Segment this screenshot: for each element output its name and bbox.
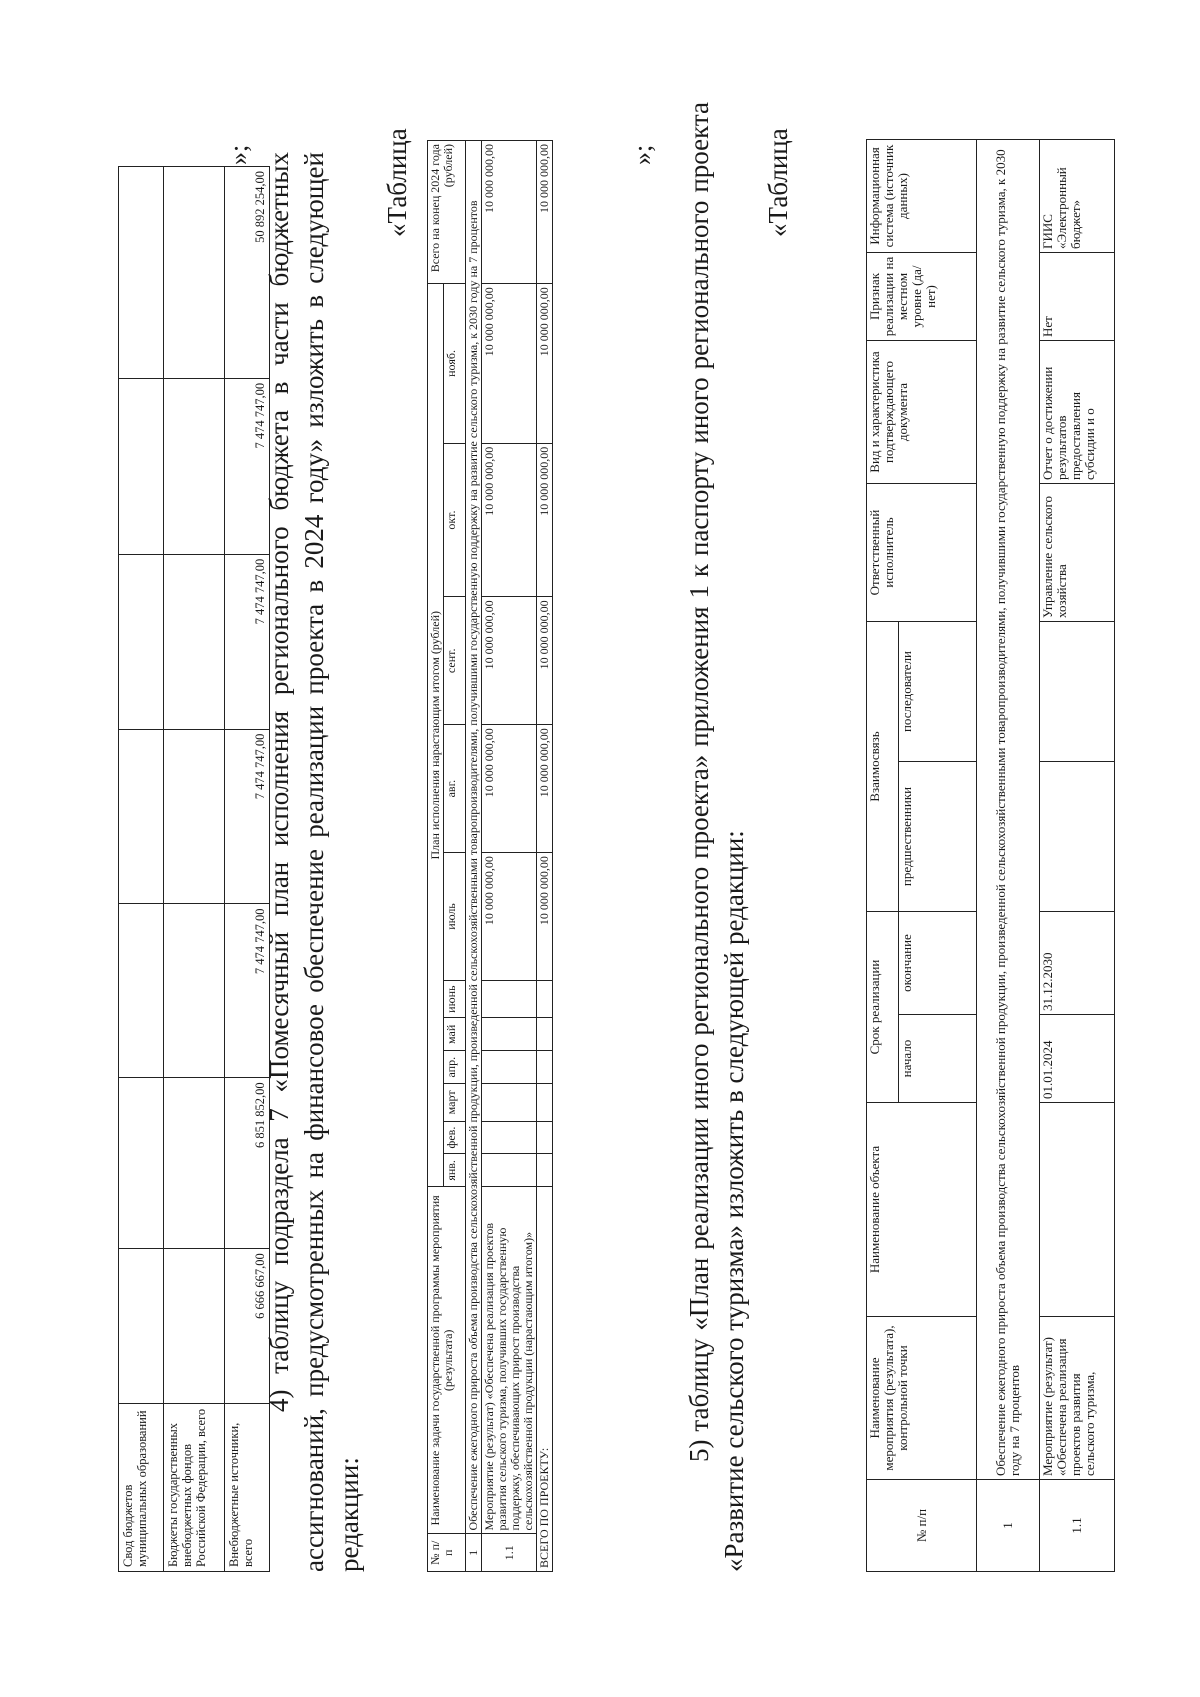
month-header: апр.: [444, 1051, 466, 1084]
row-text: Мероприятие (результат) «Обеспечена реализация проектов развития сельского туризма, получивших государственную поддержку, обеспечивающих прирост производства сельскохозяйственной продукции (нарастающим итогом)»: [482, 1187, 537, 1534]
table-cell: [119, 167, 164, 379]
paragraph-4: [262, 152, 367, 1572]
table-title: «Таблица: [763, 128, 793, 237]
month-header: фев.: [444, 1121, 466, 1154]
table-cell: 7 474 747,00: [225, 729, 270, 904]
table-cell: 10 000 000,00: [482, 725, 537, 853]
table-cell: [164, 554, 225, 729]
table-row: [119, 167, 164, 1572]
table-cell: 10 000 000,00: [537, 597, 553, 725]
row-pred: [1040, 762, 1115, 912]
table-cell: 50 892 254,00: [225, 167, 270, 379]
month-header: окт.: [444, 443, 466, 597]
header-local: Признак реализации на местном уровне (да/нет): [867, 253, 977, 341]
row-local: Нет: [1040, 253, 1115, 341]
table-cell: [164, 729, 225, 904]
close-mark: »;: [224, 144, 253, 165]
table-cell: 10 000 000,00: [482, 597, 537, 725]
header-info: Информационная система (источник данных): [867, 140, 977, 253]
table-cell: [537, 1121, 553, 1154]
task-text: Обеспечение ежегодного прироста объема производства сельскохозяйственной продукции, произведенной сельскохозяйственными товаропроизводителями, получившими государственную поддержку на развитие сельского туризма, к 2030 году на 7 процентов: [466, 141, 482, 1534]
table-cell: [164, 1078, 225, 1249]
row-info: ГИИС «Электронный бюджет»: [1040, 140, 1115, 253]
header-plan: План исполнения нарастающим итогом (рублей): [428, 284, 444, 1187]
table-cell: [537, 1051, 553, 1084]
paragraph-5: 5) таблицу «План реализации иного регионального проекта» приложения 1 к паспорту иного регионального проекта «Развитие сельского туризма» изложить в следующей редакции:: [684, 102, 749, 1572]
header-total: Всего на конец 2024 года (рублей): [428, 141, 466, 284]
row-start: 01.01.2024: [1040, 1015, 1115, 1103]
header-term: Срок реализации: [867, 912, 899, 1103]
table-cell: 7 474 747,00: [225, 378, 270, 554]
table-title: «Таблица: [382, 128, 412, 237]
month-header: сент.: [444, 597, 466, 725]
header-num: № п/п: [428, 1534, 466, 1572]
table-cell: [482, 1154, 537, 1187]
task-row: [466, 141, 482, 1572]
row-num: 1.1: [482, 1534, 537, 1572]
header-pred: предшественники: [899, 762, 977, 912]
header-end: окончание: [899, 912, 977, 1015]
row-doc: Отчет о достижении результатов предоставления субсидии и о: [1040, 341, 1115, 484]
total-row: [537, 141, 553, 1572]
row-end: 31.12.2030: [1040, 912, 1115, 1015]
table-cell: [119, 904, 164, 1078]
header-event: Наименование мероприятия (результата), контрольной точки: [867, 1317, 977, 1480]
table-cell: [482, 980, 537, 1018]
table-cell: [537, 1018, 553, 1051]
table-cell: 10 000 000,00: [482, 284, 537, 444]
row-num: 1.1: [1040, 1480, 1115, 1572]
row-label: Внебюджетные источники, всего: [225, 1404, 270, 1572]
table-cell: 10 000 000,00: [482, 141, 537, 284]
table-row: [164, 167, 225, 1572]
task-num: 1: [466, 1534, 482, 1572]
table-cell: [164, 904, 225, 1078]
table-cell: 10 000 000,00: [537, 284, 553, 444]
header-name: Наименование задачи государственной программы мероприятия (результата): [428, 1187, 466, 1534]
header-link: Взаимосвязь: [867, 622, 899, 912]
row-event: Мероприятие (результат) «Обеспечена реализация проектов развития сельского туризма,: [1040, 1317, 1115, 1480]
table-cell: [164, 378, 225, 554]
table-row: [1040, 140, 1115, 1572]
month-header: янв.: [444, 1154, 466, 1187]
header-num: № п/п: [867, 1480, 977, 1572]
header-doc: Вид и характеристика подтверждающего документа: [867, 341, 977, 484]
header-resp: Ответственный исполнитель: [867, 484, 977, 622]
table-cell: [482, 1121, 537, 1154]
table-cell: [119, 729, 164, 904]
row-label: Свод бюджетов муниципальных образований: [119, 1404, 164, 1572]
table-cell: [482, 1084, 537, 1122]
header-start: начало: [899, 1015, 977, 1103]
table-cell: 7 474 747,00: [225, 904, 270, 1078]
row-object: [1040, 1103, 1115, 1317]
month-header: июнь: [444, 980, 466, 1018]
table-cell: [537, 1154, 553, 1187]
table-cell: [482, 1018, 537, 1051]
month-header: авг.: [444, 725, 466, 853]
task-text: Обеспечение ежегодного прироста объема производства сельскохозяйственной продукции, произведенной сельскохозяйственными товаропроизводителями, получившими государственную поддержку на развитие сельского туризма, к 2030 году на 7 процентов: [977, 140, 1040, 1480]
task-num: 1: [977, 1480, 1040, 1572]
table-row: [482, 141, 537, 1572]
header-object: Наименование объекта: [867, 1103, 977, 1317]
table-cell: [119, 1078, 164, 1249]
implementation-plan-table: [866, 139, 1115, 1572]
table-cell: [164, 1249, 225, 1404]
table-cell: [482, 1051, 537, 1084]
month-header: март: [444, 1084, 466, 1122]
table-cell: [537, 1084, 553, 1122]
month-header: нояб.: [444, 284, 466, 444]
task-row: [977, 140, 1040, 1572]
monthly-plan-table: [427, 140, 553, 1572]
table-cell: [537, 980, 553, 1018]
table-cell: 10 000 000,00: [482, 443, 537, 597]
paragraph-text: таблицу подраздела 7 «Помесячный план исполнения регионального бюджета в части бюджетных ассигнований, предусмотренных на финансовое обеспечение реализации проекта в 2024 году» изложить в следующей редакции:: [264, 152, 364, 1572]
month-header: май: [444, 1018, 466, 1051]
month-header: июль: [444, 853, 466, 981]
total-label: ВСЕГО ПО ПРОЕКТУ:: [537, 1187, 553, 1572]
table-cell: [119, 1249, 164, 1404]
table-cell: 6 666 667,00: [225, 1249, 270, 1404]
table-cell: 10 000 000,00: [537, 853, 553, 981]
table-cell: [119, 554, 164, 729]
table-cell: 10 000 000,00: [537, 725, 553, 853]
table-cell: 6 851 852,00: [225, 1078, 270, 1249]
row-label: Бюджеты государственных внебюджетных фондов Российской Федерации, всего: [164, 1404, 225, 1572]
table-cell: [164, 167, 225, 379]
table-cell: 7 474 747,00: [225, 554, 270, 729]
table-cell: [119, 378, 164, 554]
row-succ: [1040, 622, 1115, 762]
paragraph-number: 4): [264, 1389, 294, 1412]
close-mark: »;: [628, 144, 657, 165]
table-cell: 10 000 000,00: [482, 853, 537, 981]
funding-sources-table: [118, 166, 270, 1572]
header-succ: последователи: [899, 622, 977, 762]
table-cell: 10 000 000,00: [537, 141, 553, 284]
row-resp: Управление сельского хозяйства: [1040, 484, 1115, 622]
table-cell: 10 000 000,00: [537, 443, 553, 597]
